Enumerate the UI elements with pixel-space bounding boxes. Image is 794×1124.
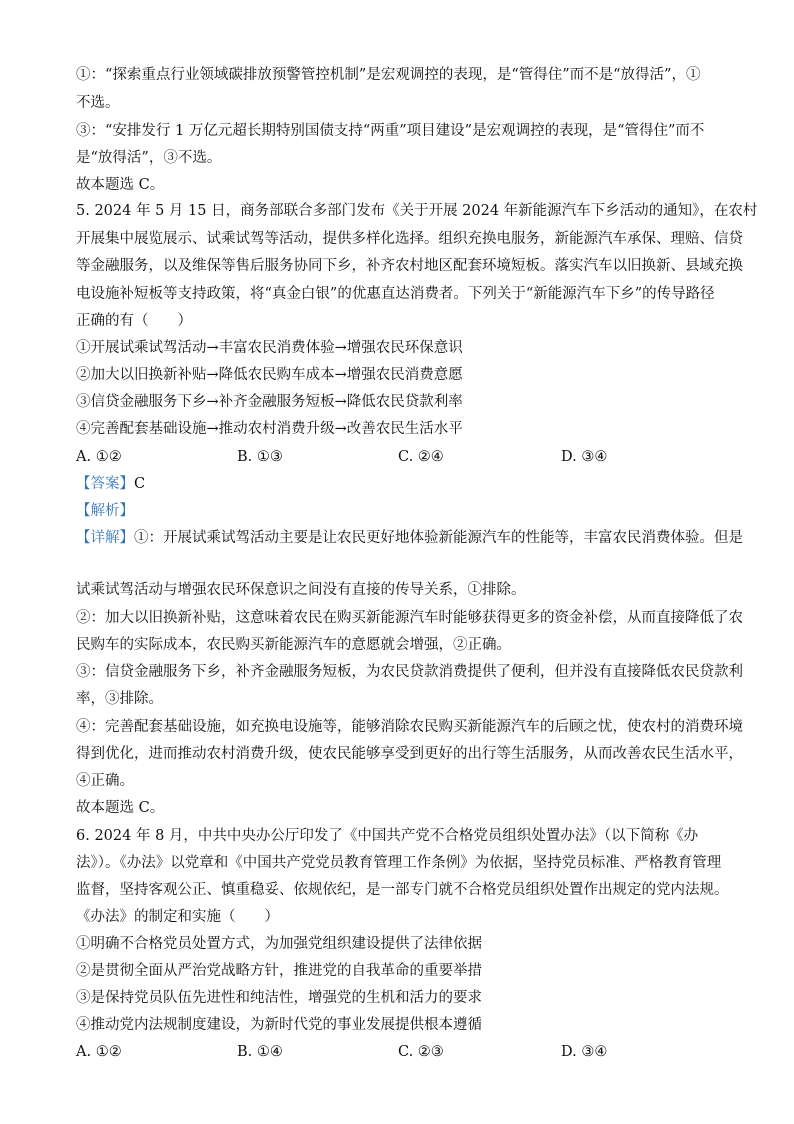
statement-item: ③是保持党员队伍先进性和纯洁性，增强党的生机和活力的要求 (76, 990, 482, 1006)
option-b: B. ①④ (237, 1044, 283, 1060)
text-line: 故本题选 C。 (76, 177, 165, 193)
text-line: 率，③排除。 (76, 691, 163, 707)
question-6-stem: 6. 2024 年 8 月，中共中央办公厅印发了《中国共产党不合格党员组织处置办法》（以下简称《办 (76, 828, 699, 844)
detail-label: 【详解】 (76, 530, 134, 546)
answer-label: 【答案】 (76, 476, 134, 492)
statement-item: ④完善配套基础设施→推动农村消费升级→改善农民生活水平 (76, 421, 463, 437)
text-line: 等金融服务，以及维保等售后服务协同下乡，补齐农村地区配套环境短板。落实汽车以旧换新、县域充换 (76, 258, 743, 274)
statement-item: ①明确不合格党员处置方式，为加强党组织建设提供了法律依据 (76, 936, 482, 952)
answer-value: C (134, 476, 146, 492)
option-a: A. ①② (76, 449, 122, 465)
option-c: C. ②④ (398, 449, 444, 465)
text-line: ③：信贷金融服务下乡，补齐金融服务短板，为农民贷款消费提供了便利，但并没有直接降低农民贷款利 (76, 664, 743, 680)
statement-item: ①开展试乘试驾活动→丰富农民消费体验→增强农民环保意识 (76, 340, 463, 356)
text-line: 《办法》的制定和实施（ ） (76, 909, 279, 925)
option-d: D. ③④ (561, 1044, 608, 1060)
option-d: D. ③④ (561, 449, 608, 465)
statement-item: ②加大以旧换新补贴→降低农民购车成本→增强农民消费意愿 (76, 367, 463, 383)
text-line: 电设施补短板等支持政策，将“真金白银”的优惠直达消费者。下列关于“新能源汽车下乡”的传导路径 (76, 286, 715, 302)
text-line: ②：加大以旧换新补贴，这意味着农民在购买新能源汽车时能够获得更多的资金补偿，从而直接降低了农 (76, 610, 743, 626)
text-line: 民购车的实际成本，农民购买新能源汽车的意愿就会增强，②正确。 (76, 637, 511, 653)
text-line: 是“放得活”，③不选。 (76, 150, 222, 166)
analysis-label: 【解析】 (76, 503, 134, 519)
text-line: 法》）。《办法》以党章和《中国共产党党员教育管理工作条例》为依据，坚持党员标准、严格教育管理 (76, 855, 722, 871)
option-b: B. ①③ (237, 449, 283, 465)
statement-item: ③信贷金融服务下乡→补齐金融服务短板→降低农民贷款利率 (76, 394, 463, 410)
text-line: ③：“安排发行 1 万亿元超长期特别国债支持“两重”项目建设”是宏观调控的表现，是“管得住”而不 (76, 123, 705, 139)
text-line: 不选。 (76, 95, 120, 111)
answer-line (76, 474, 145, 494)
text-line: ④：完善配套基础设施，如充换电设施等，能够消除农民购买新能源汽车的后顾之忧，使农村的消费环境 (76, 719, 743, 735)
statement-item: ④推动党内法规制度建设，为新时代党的事业发展提供根本遵循 (76, 1017, 482, 1033)
detail-text: ①：开展试乘试驾活动主要是让农民更好地体验新能源汽车的性能等，丰富农民消费体验。但是 (134, 530, 743, 546)
analysis-line (76, 501, 134, 521)
text-line: 开展集中展览展示、试乘试驾等活动，提供多样化选择。组织充换电服务，新能源汽车承保、理赔、信贷 (76, 231, 743, 247)
text-line: 试乘试驾活动与增强农民环保意识之间没有直接的传导关系，①排除。 (76, 582, 526, 598)
text-line: ④正确。 (76, 773, 134, 789)
option-c: C. ②③ (398, 1044, 444, 1060)
statement-item: ②是贯彻全面从严治党战略方针，推进党的自我革命的重要举措 (76, 963, 482, 979)
text-line: 监督，坚持客观公正、慎重稳妥、依规依纪，是一部专门就不合格党员组织处置作出规定的党内法规。 (76, 882, 729, 898)
question-5-stem: 5. 2024 年 5 月 15 日，商务部联合多部门发布《关于开展 2024 年新能源汽车下乡活动的通知》，在农村 (76, 203, 758, 219)
detail-line (76, 528, 743, 548)
option-a: A. ①② (76, 1044, 122, 1060)
text-line: 正确的有（ ） (76, 313, 192, 329)
text-line: ①：“探索重点行业领域碳排放预警管控机制”是宏观调控的表现，是“管得住”而不是“放得活”，① (76, 67, 701, 83)
text-line: 得到优化，进而推动农村消费升级，使农民能够享受到更好的出行等生活服务，从而改善农民生活水平， (76, 746, 743, 762)
text-line: 故本题选 C。 (76, 800, 165, 816)
